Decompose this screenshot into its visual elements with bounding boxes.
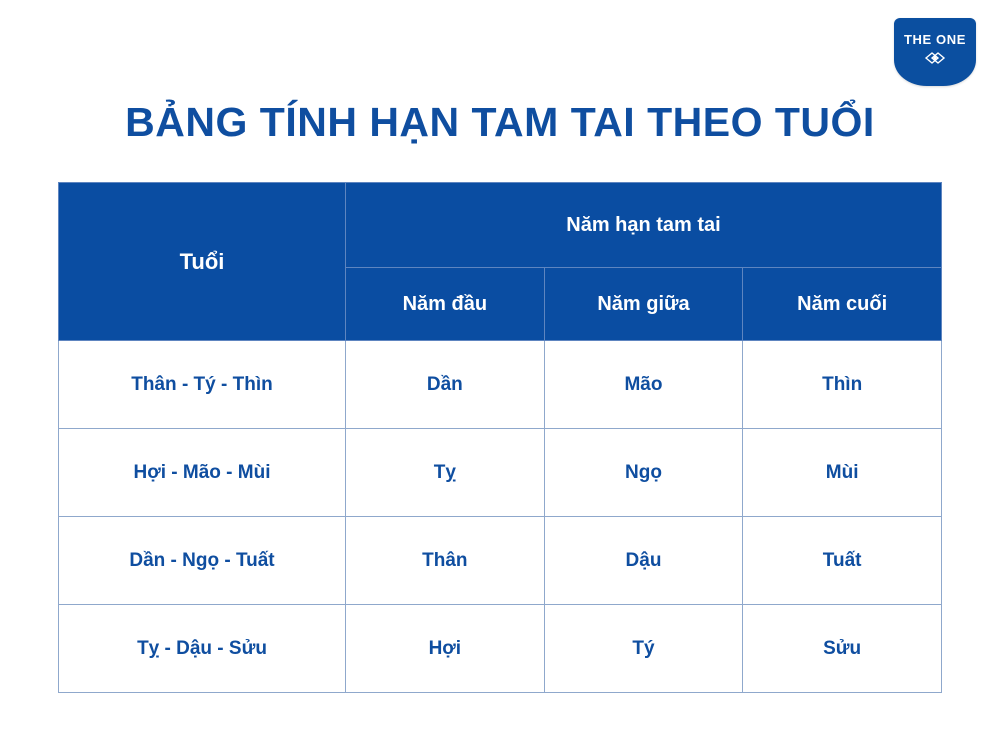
table-header-row-group [59, 183, 942, 268]
header-first-year: Năm đầu [346, 268, 545, 341]
logo-text: THE ONE [904, 32, 966, 47]
cell-last-year: Sửu [743, 605, 942, 693]
header-age: Tuổi [59, 183, 346, 341]
cell-first-year: Hợi [346, 605, 545, 693]
cell-last-year: Thìn [743, 341, 942, 429]
cell-middle-year: Mão [544, 341, 743, 429]
cell-middle-year: Ngọ [544, 429, 743, 517]
logo-badge [894, 18, 976, 86]
table-row [59, 429, 942, 517]
cell-middle-year: Dậu [544, 517, 743, 605]
cell-first-year: Tỵ [346, 429, 545, 517]
table-row [59, 517, 942, 605]
header-tam-tai-years: Năm hạn tam tai [346, 183, 942, 268]
tam-tai-table [58, 182, 942, 693]
cell-age: Tỵ - Dậu - Sửu [59, 605, 346, 693]
table-header [59, 183, 942, 341]
cell-middle-year: Tý [544, 605, 743, 693]
cell-age: Hợi - Mão - Mùi [59, 429, 346, 517]
page-title: BẢNG TÍNH HẠN TAM TAI THEO TUỔI [125, 99, 875, 145]
header-last-year: Năm cuối [743, 268, 942, 341]
cell-last-year: Mùi [743, 429, 942, 517]
cell-last-year: Tuất [743, 517, 942, 605]
cell-age: Dần - Ngọ - Tuất [59, 517, 346, 605]
cell-first-year: Dần [346, 341, 545, 429]
diamond-logo-mark [918, 50, 952, 71]
tam-tai-table-container [58, 182, 942, 693]
cell-first-year: Thân [346, 517, 545, 605]
table-row [59, 605, 942, 693]
table-body [59, 341, 942, 693]
cell-age: Thân - Tý - Thìn [59, 341, 346, 429]
table-row [59, 341, 942, 429]
header-middle-year: Năm giữa [544, 268, 743, 341]
